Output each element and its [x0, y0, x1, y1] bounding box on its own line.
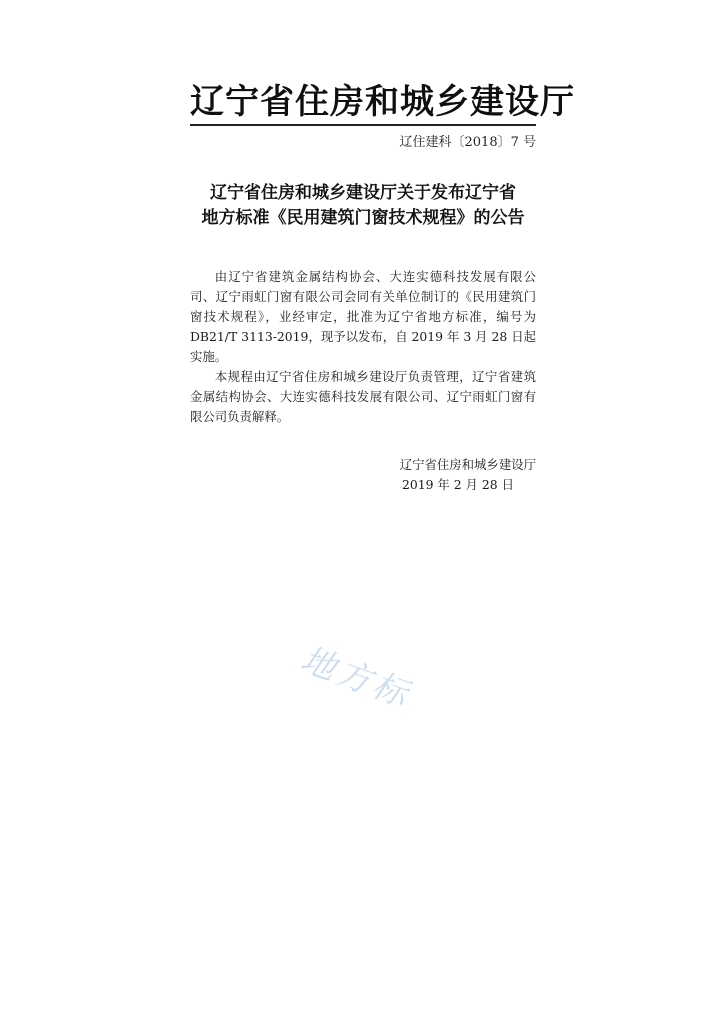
issuer-header-title: 辽宁省住房和城乡建设厅 [190, 82, 575, 122]
body-paragraph-2: 本规程由辽宁省住房和城乡建设厅负责管理，辽宁省建筑金属结构协会、大连实德科技发展有限公司、辽宁雨虹门窗有限公司负责解释。 [190, 369, 536, 424]
notice-title [180, 181, 546, 231]
body-paragraph-1: 由辽宁省建筑金属结构协会、大连实德科技发展有限公司、辽宁雨虹门窗有限公司会同有关单位制订的《民用建筑门窗技术规程》，业经审定，批准为辽宁省地方标准，编号为 DB21/T 3113-2019，现予以发布，自 2019 年 3 月 28 日起实施。 [190, 269, 536, 364]
document-number: 辽住建科〔2018〕7 号 [399, 135, 536, 150]
signature-block [400, 455, 536, 495]
signature-issuer: 辽宁省住房和城乡建设厅 [399, 457, 536, 472]
watermark: 地方标 [295, 639, 417, 717]
notice-title-line-2: 地方标准《民用建筑门窗技术规程》的公告 [201, 208, 525, 228]
notice-body [190, 267, 536, 427]
header-divider [190, 124, 536, 126]
signature-date: 2019 年 2 月 28 日 [401, 477, 514, 492]
notice-title-line-1: 辽宁省住房和城乡建设厅关于发布辽宁省 [210, 183, 516, 203]
